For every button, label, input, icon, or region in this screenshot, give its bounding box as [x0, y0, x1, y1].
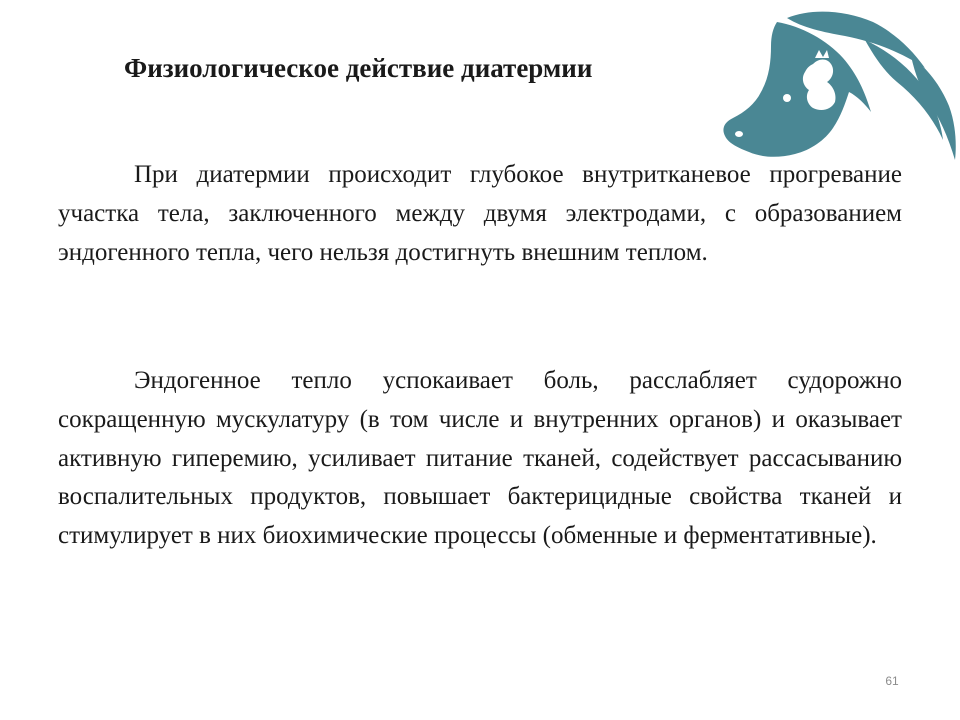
logo-eye — [783, 94, 791, 102]
logo-horse-head — [723, 22, 871, 157]
paragraph-2: Эндогенное тепло успокаивает боль, расслабляет судорожно сокращенную мускулатуру (в том числе и внутренних органов) и оказывает активную гиперемию, усиливает питание тканей, содействует рассасыванию воспалительных продуктов, повышает бактерицидные свойства тканей и стимулирует в них биохимические процессы (обменные и ферментативные). — [58, 367, 902, 550]
logo-mane-stroke — [911, 56, 956, 160]
paragraph-1: При диатермии происходит глубокое внутритканевое прогревание участка тела, заключенного между двумя электродами, с образованием эндогенного тепла, чего нельзя достигнуть внешним теплом. — [58, 161, 902, 266]
page-number: 61 — [885, 674, 899, 688]
logo-nostril — [735, 131, 743, 137]
slide-title: Физиологическое действие диатермии — [124, 53, 593, 83]
